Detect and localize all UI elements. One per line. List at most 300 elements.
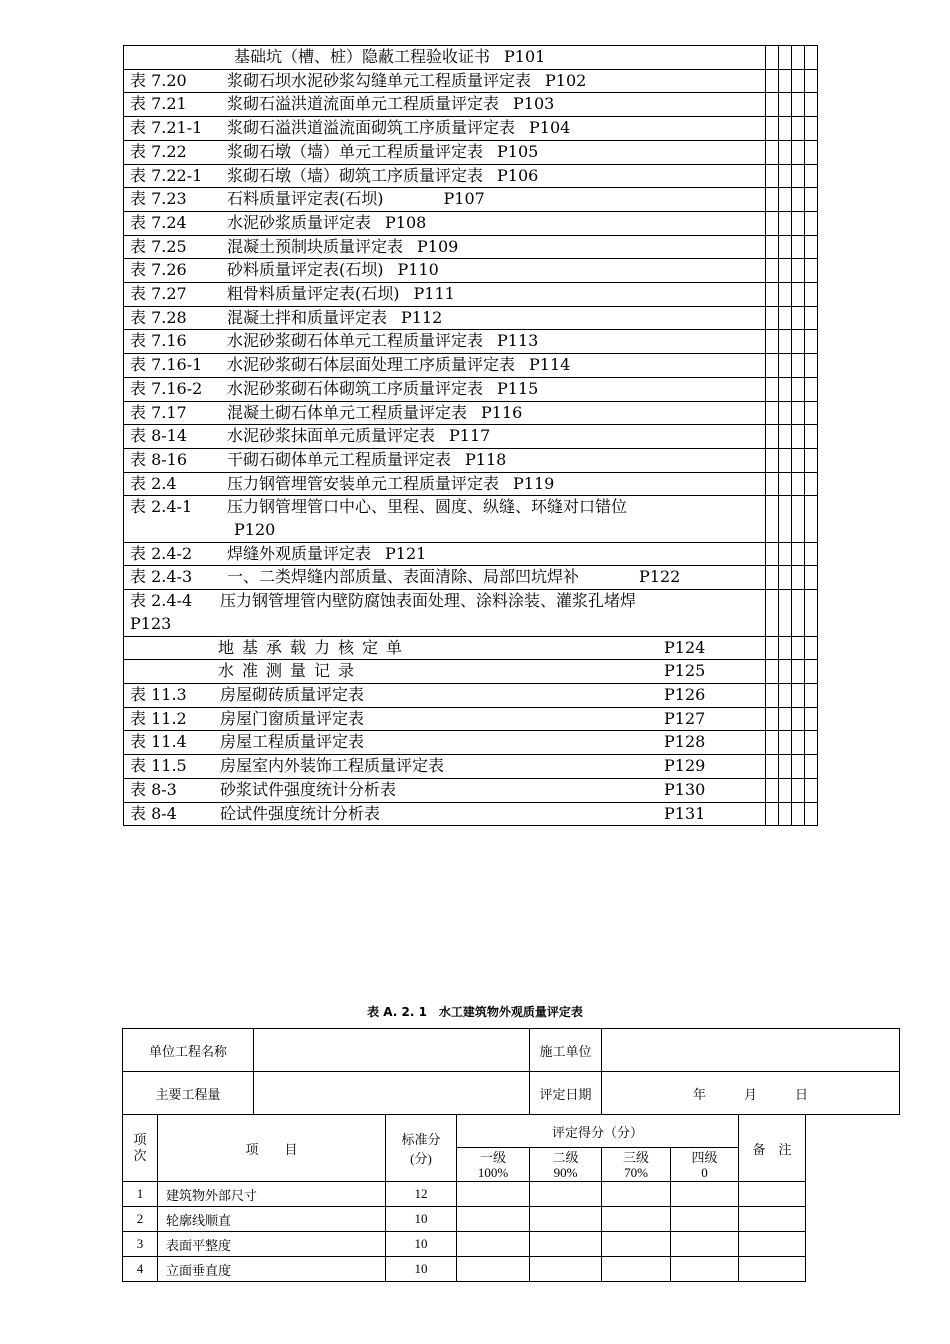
score-cell[interactable] — [530, 1182, 602, 1207]
index-row — [124, 306, 818, 330]
entry-code: 表 7.25 — [130, 236, 187, 256]
check-box-cell[interactable] — [792, 259, 805, 283]
check-box-cell[interactable] — [805, 542, 818, 566]
entry-code: 表 7.22 — [130, 141, 187, 161]
check-box-cell[interactable] — [792, 636, 805, 660]
index-entry — [124, 660, 766, 684]
item-no: 3 — [123, 1232, 158, 1257]
check-box-cell[interactable] — [779, 683, 792, 707]
index-entry — [124, 69, 766, 93]
date-day: 日 — [795, 1086, 809, 1102]
quantity-value[interactable] — [254, 1072, 530, 1115]
check-box-cell[interactable] — [792, 778, 805, 802]
check-box-cell[interactable] — [805, 683, 818, 707]
entry-code: 表 7.22-1 — [130, 165, 203, 185]
item-name: 轮廓线顺直 — [158, 1207, 386, 1232]
entry-title: 浆砌石墩（墙）单元工程质量评定表 — [227, 141, 484, 161]
check-box-cell[interactable] — [779, 401, 792, 425]
index-entry — [124, 117, 766, 141]
quality-assessment-form — [122, 1028, 900, 1282]
entry-title: 石料质量评定表(石坝) — [227, 189, 384, 209]
score-cell[interactable] — [602, 1182, 671, 1207]
item-no: 1 — [123, 1182, 158, 1207]
index-row — [124, 235, 818, 259]
score-cell[interactable] — [602, 1232, 671, 1257]
entry-page: P126 — [664, 684, 706, 704]
entry-page: P112 — [401, 307, 443, 327]
entry-page: P117 — [449, 426, 491, 446]
index-row — [124, 636, 818, 660]
check-box-cell[interactable] — [805, 117, 818, 141]
check-box-cell[interactable] — [792, 683, 805, 707]
index-row — [124, 660, 818, 684]
check-box-cell[interactable] — [792, 211, 805, 235]
entry-page: P131 — [664, 803, 706, 823]
check-box-cell[interactable] — [779, 354, 792, 378]
index-entry — [124, 46, 766, 70]
check-box-cell[interactable] — [805, 93, 818, 117]
grade-pct: 100% — [477, 1164, 509, 1180]
index-entry — [124, 188, 766, 212]
score-cell[interactable] — [457, 1232, 530, 1257]
entry-title: 水泥砂浆砌石体单元工程质量评定表 — [227, 331, 484, 351]
check-box-cell[interactable] — [779, 472, 792, 496]
check-box-cell[interactable] — [805, 46, 818, 70]
check-box-cell[interactable] — [805, 211, 818, 235]
entry-code: 表 7.21 — [130, 94, 187, 114]
check-box-cell[interactable] — [805, 472, 818, 496]
entry-code: 表 7.17 — [130, 402, 187, 422]
check-box-cell[interactable] — [779, 164, 792, 188]
entry-code: 表 7.16 — [130, 331, 187, 351]
entry-page: P119 — [513, 473, 555, 493]
check-box-cell[interactable] — [805, 283, 818, 307]
index-entry — [124, 330, 766, 354]
index-entry — [124, 93, 766, 117]
entry-title: 房屋门窗质量评定表 — [220, 708, 365, 728]
index-entry — [124, 472, 766, 496]
remark-cell[interactable] — [739, 1257, 806, 1282]
check-box-cell[interactable] — [805, 660, 818, 684]
check-box-cell[interactable] — [779, 211, 792, 235]
check-box-cell[interactable] — [792, 164, 805, 188]
date-value[interactable] — [602, 1072, 900, 1115]
entry-code: 表 7.26 — [130, 260, 187, 280]
check-box-cell[interactable] — [766, 401, 779, 425]
check-box-cell[interactable] — [766, 46, 779, 70]
check-box-cell[interactable] — [779, 283, 792, 307]
check-box-cell[interactable] — [805, 354, 818, 378]
entry-title: 水泥砂浆抹面单元质量评定表 — [227, 426, 436, 446]
entry-page: P106 — [497, 165, 539, 185]
check-box-cell[interactable] — [805, 448, 818, 472]
index-entry — [124, 377, 766, 401]
check-box-cell[interactable] — [792, 188, 805, 212]
grade-header — [671, 1148, 739, 1182]
col-no-header — [123, 1115, 158, 1182]
check-box-cell[interactable] — [766, 472, 779, 496]
check-box-cell[interactable] — [766, 306, 779, 330]
check-box-cell[interactable] — [792, 93, 805, 117]
col-std-text: 标准分 — [401, 1132, 441, 1147]
check-box-cell[interactable] — [805, 755, 818, 779]
check-box-cell[interactable] — [792, 140, 805, 164]
check-box-cell[interactable] — [766, 542, 779, 566]
index-row — [124, 164, 818, 188]
entry-code: 表 8-16 — [130, 449, 188, 469]
score-cell[interactable] — [530, 1232, 602, 1257]
check-box-cell[interactable] — [766, 425, 779, 449]
check-box-cell[interactable] — [779, 425, 792, 449]
entry-code: 表 2.4 — [130, 473, 177, 493]
check-box-cell[interactable] — [792, 401, 805, 425]
check-box-cell[interactable] — [779, 117, 792, 141]
score-cell[interactable] — [671, 1207, 739, 1232]
index-row — [124, 46, 818, 70]
check-box-cell[interactable] — [792, 117, 805, 141]
index-entry — [124, 707, 766, 731]
check-box-cell[interactable] — [792, 425, 805, 449]
check-box-cell[interactable] — [766, 802, 779, 826]
check-box-cell[interactable] — [792, 542, 805, 566]
entry-code: 表 2.4-3 — [130, 567, 193, 587]
check-box-cell[interactable] — [792, 566, 805, 590]
check-box-cell[interactable] — [805, 188, 818, 212]
item-std: 12 — [386, 1182, 457, 1207]
check-box-cell[interactable] — [779, 259, 792, 283]
score-cell[interactable] — [602, 1207, 671, 1232]
entry-page: P113 — [497, 331, 539, 351]
index-entry — [124, 802, 766, 826]
check-box-cell[interactable] — [766, 69, 779, 93]
check-box-cell[interactable] — [766, 188, 779, 212]
item-no: 4 — [123, 1257, 158, 1282]
check-box-cell[interactable] — [779, 188, 792, 212]
entry-page: P129 — [664, 756, 706, 776]
check-box-cell[interactable] — [805, 69, 818, 93]
check-box-cell[interactable] — [766, 683, 779, 707]
check-box-cell[interactable] — [805, 496, 818, 542]
entry-title: 压力钢管埋管口中心、里程、圆度、纵缝、环缝对口错位 — [227, 497, 628, 517]
score-cell[interactable] — [602, 1257, 671, 1282]
check-box-cell[interactable] — [779, 235, 792, 259]
index-row — [124, 69, 818, 93]
entry-title: 房屋工程质量评定表 — [220, 732, 365, 752]
check-box-cell[interactable] — [766, 448, 779, 472]
index-row — [124, 542, 818, 566]
entry-page: P128 — [664, 732, 706, 752]
entry-title: 干砌石砌体单元工程质量评定表 — [227, 449, 452, 469]
check-box-cell[interactable] — [805, 636, 818, 660]
remark-cell[interactable] — [739, 1207, 806, 1232]
check-box-cell[interactable] — [779, 566, 792, 590]
check-box-cell[interactable] — [779, 707, 792, 731]
check-box-cell[interactable] — [805, 566, 818, 590]
check-box-cell[interactable] — [766, 235, 779, 259]
entry-title: 地基承载力核定单 — [218, 637, 411, 657]
entry-code: 表 2.4-2 — [130, 543, 193, 563]
index-entry — [124, 566, 766, 590]
index-row — [124, 496, 818, 542]
check-box-cell[interactable] — [805, 164, 818, 188]
unit-name-label: 单位工程名称 — [123, 1029, 254, 1072]
entry-page: P107 — [443, 189, 485, 209]
entry-page: P114 — [529, 355, 571, 375]
index-row — [124, 283, 818, 307]
entry-title: 砼试件强度统计分析表 — [220, 803, 381, 823]
entry-page: P118 — [465, 449, 507, 469]
check-box-cell[interactable] — [766, 778, 779, 802]
check-box-cell[interactable] — [805, 401, 818, 425]
entry-page: P105 — [497, 141, 539, 161]
index-entry — [124, 140, 766, 164]
index-row — [124, 590, 818, 636]
entry-page: P116 — [481, 402, 523, 422]
entry-code: 表 7.28 — [130, 307, 187, 327]
check-box-cell[interactable] — [779, 660, 792, 684]
col-std-header — [386, 1115, 457, 1182]
check-box-cell[interactable] — [805, 330, 818, 354]
index-row — [124, 401, 818, 425]
entry-title: 焊缝外观质量评定表 — [227, 543, 372, 563]
check-box-cell[interactable] — [779, 69, 792, 93]
check-box-cell[interactable] — [779, 636, 792, 660]
check-box-cell[interactable] — [779, 330, 792, 354]
index-entry — [124, 211, 766, 235]
grade-name: 一级 — [479, 1149, 506, 1165]
check-box-cell[interactable] — [766, 330, 779, 354]
index-entry — [124, 235, 766, 259]
check-box-cell[interactable] — [766, 377, 779, 401]
grade-pct: 70% — [624, 1164, 648, 1180]
check-box-cell[interactable] — [779, 802, 792, 826]
check-box-cell[interactable] — [805, 731, 818, 755]
grade-header — [457, 1148, 530, 1182]
score-cell[interactable] — [671, 1257, 739, 1282]
check-box-cell[interactable] — [792, 69, 805, 93]
check-box-cell[interactable] — [766, 140, 779, 164]
grade-pct: 0 — [701, 1164, 708, 1180]
check-box-cell[interactable] — [766, 283, 779, 307]
check-box-cell[interactable] — [779, 93, 792, 117]
index-row — [124, 211, 818, 235]
check-box-cell[interactable] — [792, 802, 805, 826]
quantity-label: 主要工程量 — [123, 1072, 254, 1115]
entry-title: 浆砌石墩（墙）砌筑工序质量评定表 — [227, 165, 484, 185]
entry-code: 表 11.2 — [130, 708, 187, 728]
check-box-cell[interactable] — [766, 707, 779, 731]
item-name: 建筑物外部尺寸 — [158, 1182, 386, 1207]
index-entry — [124, 731, 766, 755]
index-entry — [124, 164, 766, 188]
index-row — [124, 778, 818, 802]
check-box-cell[interactable] — [792, 235, 805, 259]
entry-title: 房屋砌砖质量评定表 — [220, 684, 365, 704]
table-row — [123, 1182, 900, 1207]
check-box-cell[interactable] — [766, 755, 779, 779]
check-box-cell[interactable] — [766, 731, 779, 755]
entry-page: P102 — [545, 70, 587, 90]
check-box-cell[interactable] — [805, 377, 818, 401]
index-entry — [124, 354, 766, 378]
check-box-cell[interactable] — [792, 590, 805, 636]
entry-code: 表 7.23 — [130, 189, 187, 209]
entry-code: 表 2.4-4 — [130, 591, 193, 611]
check-box-cell[interactable] — [792, 755, 805, 779]
grade-header — [602, 1148, 671, 1182]
entry-code: 表 7.16-1 — [130, 355, 203, 375]
check-box-cell[interactable] — [779, 448, 792, 472]
check-box-cell[interactable] — [792, 448, 805, 472]
contractor-label: 施工单位 — [530, 1029, 602, 1072]
index-table — [123, 45, 818, 826]
table-row — [123, 1257, 900, 1282]
check-box-cell[interactable] — [766, 211, 779, 235]
score-cell[interactable] — [457, 1207, 530, 1232]
entry-page: P120 — [234, 520, 276, 540]
entry-code: 表 8-3 — [130, 779, 177, 799]
check-box-cell[interactable] — [805, 140, 818, 164]
date-month: 月 — [743, 1086, 757, 1102]
date-year: 年 — [692, 1086, 706, 1102]
index-entry — [124, 425, 766, 449]
score-cell[interactable] — [530, 1257, 602, 1282]
check-box-cell[interactable] — [805, 425, 818, 449]
check-box-cell[interactable] — [792, 472, 805, 496]
grade-name: 三级 — [622, 1149, 649, 1165]
entry-title: 粗骨料质量评定表(石坝) — [227, 284, 400, 304]
remark-cell[interactable] — [739, 1232, 806, 1257]
item-std: 10 — [386, 1232, 457, 1257]
index-row — [124, 330, 818, 354]
check-box-cell[interactable] — [779, 377, 792, 401]
check-box-cell[interactable] — [792, 707, 805, 731]
entry-code: 表 11.5 — [130, 756, 187, 776]
check-box-cell[interactable] — [766, 93, 779, 117]
index-row — [124, 140, 818, 164]
check-box-cell[interactable] — [779, 306, 792, 330]
index-entry — [124, 683, 766, 707]
index-entry — [124, 590, 766, 636]
index-row — [124, 683, 818, 707]
check-box-cell[interactable] — [792, 330, 805, 354]
entry-code: 表 11.3 — [130, 684, 187, 704]
entry-title: 混凝土拌和质量评定表 — [227, 307, 388, 327]
entry-code: 表 8-14 — [130, 426, 188, 446]
grade-pct: 90% — [553, 1164, 578, 1180]
contractor-value[interactable] — [602, 1029, 900, 1072]
index-row — [124, 188, 818, 212]
check-box-cell[interactable] — [805, 802, 818, 826]
entry-title: 浆砌石坝水泥砂浆勾缝单元工程质量评定表 — [227, 70, 532, 90]
index-entry — [124, 306, 766, 330]
col-item-header: 项 目 — [158, 1115, 386, 1182]
col-score-header: 评定得分（分） — [457, 1115, 739, 1148]
index-entry — [124, 496, 766, 542]
unit-name-value[interactable] — [254, 1029, 530, 1072]
check-box-cell[interactable] — [792, 496, 805, 542]
check-box-cell[interactable] — [792, 283, 805, 307]
index-row — [124, 354, 818, 378]
check-box-cell[interactable] — [779, 46, 792, 70]
entry-title: 水准测量记录 — [218, 661, 363, 681]
score-cell[interactable] — [457, 1257, 530, 1282]
check-box-cell[interactable] — [766, 164, 779, 188]
score-cell[interactable] — [457, 1182, 530, 1207]
entry-page: P109 — [417, 236, 459, 256]
check-box-cell[interactable] — [792, 46, 805, 70]
check-box-cell[interactable] — [805, 306, 818, 330]
check-box-cell[interactable] — [805, 590, 818, 636]
index-row — [124, 448, 818, 472]
check-box-cell[interactable] — [766, 259, 779, 283]
item-name: 立面垂直度 — [158, 1257, 386, 1282]
check-box-cell[interactable] — [779, 590, 792, 636]
score-cell[interactable] — [530, 1207, 602, 1232]
grade-name: 二级 — [552, 1149, 579, 1165]
grade-header — [530, 1148, 602, 1182]
entry-page: P130 — [664, 779, 706, 799]
check-box-cell[interactable] — [805, 259, 818, 283]
entry-code: 表 7.20 — [130, 70, 187, 90]
check-box-cell[interactable] — [805, 707, 818, 731]
entry-title: 混凝土预制块质量评定表 — [227, 236, 404, 256]
check-box-cell[interactable] — [779, 778, 792, 802]
entry-page: P108 — [385, 212, 427, 232]
index-row — [124, 117, 818, 141]
check-box-cell[interactable] — [792, 354, 805, 378]
check-box-cell[interactable] — [766, 590, 779, 636]
index-entry — [124, 542, 766, 566]
check-box-cell[interactable] — [792, 377, 805, 401]
check-box-cell[interactable] — [805, 778, 818, 802]
entry-code: 表 8-4 — [130, 803, 177, 823]
index-row — [124, 259, 818, 283]
entry-code: 表 2.4-1 — [130, 497, 193, 517]
check-box-cell[interactable] — [792, 660, 805, 684]
entry-title: 一、二类焊缝内部质量、表面清除、局部凹坑焊补 — [227, 567, 580, 587]
check-box-cell[interactable] — [766, 660, 779, 684]
score-cell[interactable] — [671, 1182, 739, 1207]
check-box-cell[interactable] — [766, 636, 779, 660]
entry-page: P115 — [497, 378, 539, 398]
index-entry — [124, 401, 766, 425]
check-box-cell[interactable] — [805, 235, 818, 259]
index-entry — [124, 448, 766, 472]
check-box-cell[interactable] — [779, 755, 792, 779]
index-row — [124, 802, 818, 826]
check-box-cell[interactable] — [766, 496, 779, 542]
check-box-cell[interactable] — [779, 496, 792, 542]
check-box-cell[interactable] — [766, 354, 779, 378]
index-row — [124, 731, 818, 755]
score-cell[interactable] — [671, 1232, 739, 1257]
check-box-cell[interactable] — [792, 731, 805, 755]
check-box-cell[interactable] — [779, 731, 792, 755]
entry-title: 混凝土砌石体单元工程质量评定表 — [227, 402, 468, 422]
check-box-cell[interactable] — [792, 306, 805, 330]
entry-page: P104 — [529, 118, 571, 138]
check-box-cell[interactable] — [766, 566, 779, 590]
check-box-cell[interactable] — [779, 542, 792, 566]
index-row — [124, 93, 818, 117]
check-box-cell[interactable] — [779, 140, 792, 164]
remark-cell[interactable] — [739, 1182, 806, 1207]
index-entry — [124, 778, 766, 802]
entry-title: 水泥砂浆砌石体层面处理工序质量评定表 — [227, 355, 516, 375]
check-box-cell[interactable] — [766, 117, 779, 141]
index-row — [124, 472, 818, 496]
